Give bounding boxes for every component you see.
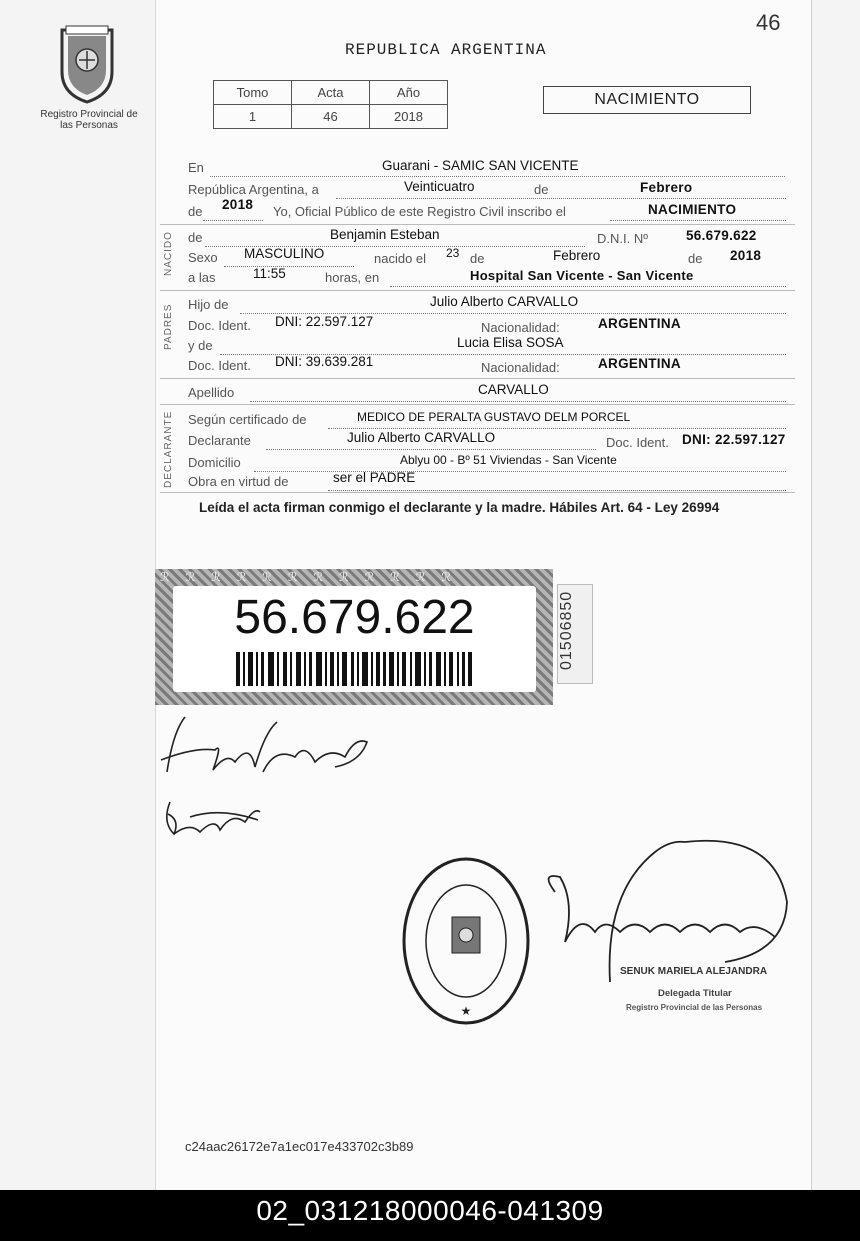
table-cell: 2018 [370, 105, 448, 129]
page-number: 46 [756, 10, 781, 35]
table-cell: 1 [214, 105, 292, 129]
dni-label: D.N.I. Nº [597, 231, 648, 246]
official-text: Yo, Oficial Público de este Registro Civil inscribo el [273, 204, 566, 219]
register-table-value-row [214, 105, 448, 129]
born-de-label-2: de [470, 251, 485, 266]
table-header-cell: Acta [292, 81, 370, 105]
father-nationality-value: ARGENTINA [598, 316, 681, 331]
table-cell: 46 [292, 105, 370, 129]
section-label-nacido: NACIDO [163, 231, 174, 276]
mother-dni-value: DNI: 39.639.281 [275, 354, 374, 369]
table-header-cell: Tomo [214, 81, 292, 105]
declarant-signature-icon [155, 712, 380, 782]
mother-nationality-value: ARGENTINA [598, 356, 681, 371]
surname-value: CARVALLO [478, 382, 549, 397]
sexo-value: MASCULINO [244, 246, 325, 261]
father-doc-label: Doc. Ident. [188, 318, 251, 333]
father-name-value: Julio Alberto CARVALLO [430, 294, 579, 309]
y-de-label: y de [188, 338, 213, 353]
born-de-label-3: de [688, 251, 703, 266]
sticker-serial: 01506850 [558, 590, 575, 670]
registry-label: Registro Provincial de las Personas [40, 109, 138, 131]
declarant-name-value: Julio Alberto CARVALLO [347, 430, 496, 445]
de2-label: de [188, 204, 203, 219]
footer-id: 02_031218000046-041309 [256, 1195, 604, 1226]
section-label-padres: PADRES [163, 303, 174, 350]
official-round-stamp-icon [400, 855, 535, 1027]
declarant-doc-label: Doc. Ident. [606, 435, 669, 450]
acting-for-value: ser el PADRE [333, 470, 416, 485]
mother-name-value: Lucia Elisa SOSA [457, 335, 564, 350]
cert-label: Según certificado de [188, 412, 307, 427]
official-name: SENUK MARIELA ALEJANDRA [620, 966, 768, 977]
page-title: REPUBLICA ARGENTINA [345, 41, 547, 59]
child-name-value: Benjamin Esteban [330, 227, 440, 242]
mother-doc-label: Doc. Ident. [188, 358, 251, 373]
day-words-value: Veinticuatro [404, 179, 475, 194]
father-nationality-label: Nacionalidad: [481, 320, 560, 335]
father-dni-value: DNI: 22.597.127 [275, 314, 374, 329]
apellido-label: Apellido [188, 385, 235, 400]
register-table [213, 80, 448, 129]
sticker-pattern-icon: ℛℛℛℛℛℛℛℛℛℛℛℛ [160, 570, 467, 584]
event-value: NACIMIENTO [648, 202, 737, 217]
obra-label: Obra en virtud de [188, 474, 289, 489]
register-table-header-row [214, 81, 448, 105]
official-role: Delegada Titular [658, 988, 732, 999]
official-office: Registro Provincial de las Personas [626, 1003, 763, 1012]
hijo-label: Hijo de [188, 297, 229, 312]
birth-time-value: 11:55 [253, 266, 286, 281]
born-de-label: de [188, 230, 203, 245]
child-dni-value: 56.679.622 [686, 228, 757, 243]
declarante-label: Declarante [188, 433, 251, 448]
horas-label: horas, en [325, 270, 380, 285]
document-type-box: NACIMIENTO [543, 86, 751, 114]
svg-text:★: ★ [460, 1004, 472, 1018]
birth-month-value: Febrero [553, 248, 601, 263]
place-value: Guarani - SAMIC SAN VICENTE [382, 158, 579, 173]
a-las-label: a las [188, 270, 216, 285]
barcode-icon [236, 652, 472, 686]
table-header-cell: Año [370, 81, 448, 105]
nacido-label: nacido el [374, 251, 427, 266]
month-value: Febrero [640, 180, 693, 195]
en-label: En [188, 160, 204, 175]
closing-text: Leída el acta firman conmigo el declarante y la madre. Hábiles Art. 64 - Ley 26994 [199, 500, 720, 515]
republic-label: República Argentina, a [188, 182, 319, 197]
birth-day-value: 23 [446, 246, 460, 260]
sexo-label: Sexo [188, 250, 218, 265]
official-signature-icon [535, 832, 795, 982]
mother-signature-icon [160, 792, 265, 847]
document-hash: c24aac26172e7a1ec017e433702c3b89 [185, 1139, 414, 1154]
declarant-dni-value: DNI: 22.597.127 [682, 432, 786, 447]
mother-nationality-label: Nacionalidad: [481, 360, 560, 375]
birth-year-value: 2018 [730, 248, 762, 263]
domicilio-label: Domicilio [188, 455, 241, 470]
de-label: de [534, 182, 549, 197]
sticker-number: 56.679.622 [234, 591, 475, 644]
section-label-declarante: DECLARANTE [163, 410, 174, 488]
province-seal-icon [52, 24, 122, 104]
certificate-value: MEDICO DE PERALTA GUSTAVO DELM PORCEL [357, 410, 631, 424]
intro-year-value: 2018 [222, 197, 254, 212]
address-value: Ablyu 00 - Bº 51 Viviendas - San Vicente [400, 453, 617, 467]
birth-place-value: Hospital San Vicente - San Vicente [470, 268, 694, 283]
